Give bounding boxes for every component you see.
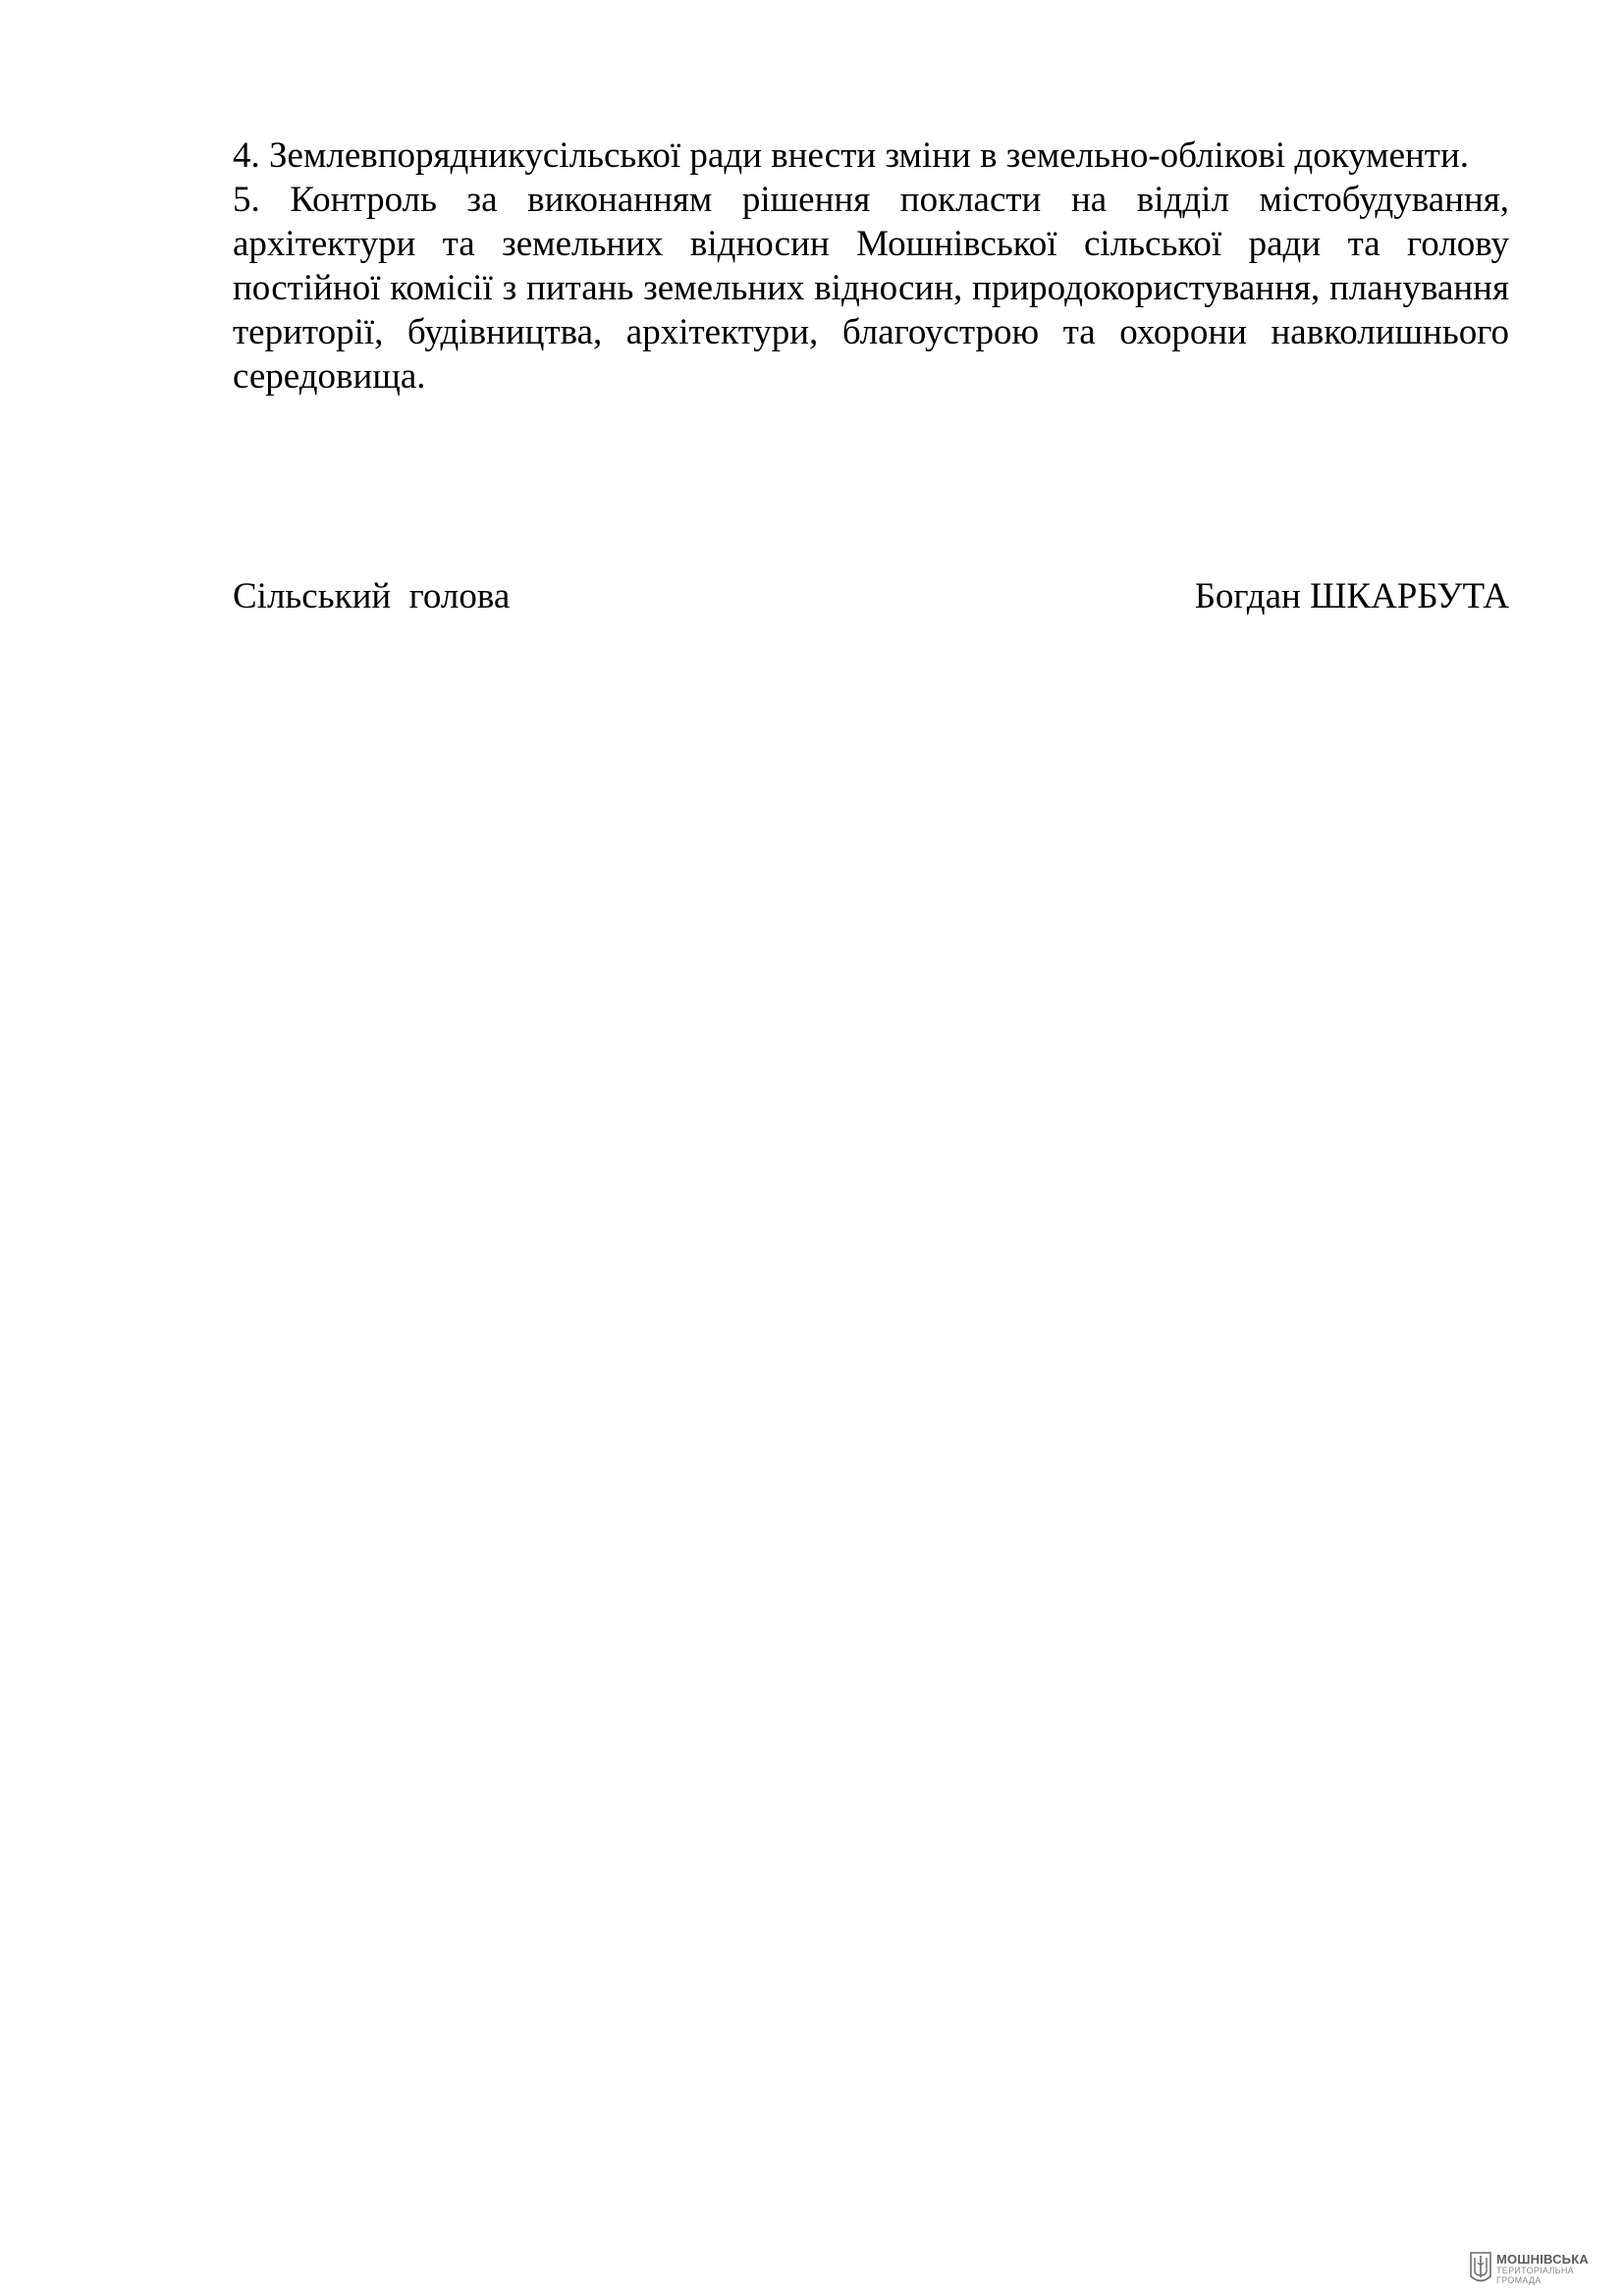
watermark-line-3: ГРОМАДА	[1496, 2274, 1542, 2285]
signature-block	[233, 574, 1509, 623]
watermark-line-2: ТЕРИТОРІАЛЬНА	[1496, 2265, 1574, 2275]
watermark-text	[1496, 2253, 1589, 2285]
paragraph-item-4: 4. Землевпорядникусільської ради внести зміни в земельно-облікові документи.	[233, 135, 1470, 176]
decision-body	[233, 133, 1509, 399]
signatory-title: Сільський голова	[233, 576, 511, 616]
watermark-line-1: МОШНІВСЬКА	[1496, 2251, 1589, 2267]
signatory-name: Богдан ШКАРБУТА	[1194, 576, 1509, 616]
paragraph-item-5: 5. Контроль за виконанням рішення покласти на відділ містобудування, архітектури та земельних відносин Мошнівської сільської ради та голову постійної комісії з питань земельних відносин, природокористування, планування території, будівництва, архітектури, благоустрою та охорони навколишнього середовища.	[233, 180, 1509, 397]
trident-emblem-icon	[1469, 2251, 1492, 2286]
community-watermark	[1469, 2248, 1616, 2289]
